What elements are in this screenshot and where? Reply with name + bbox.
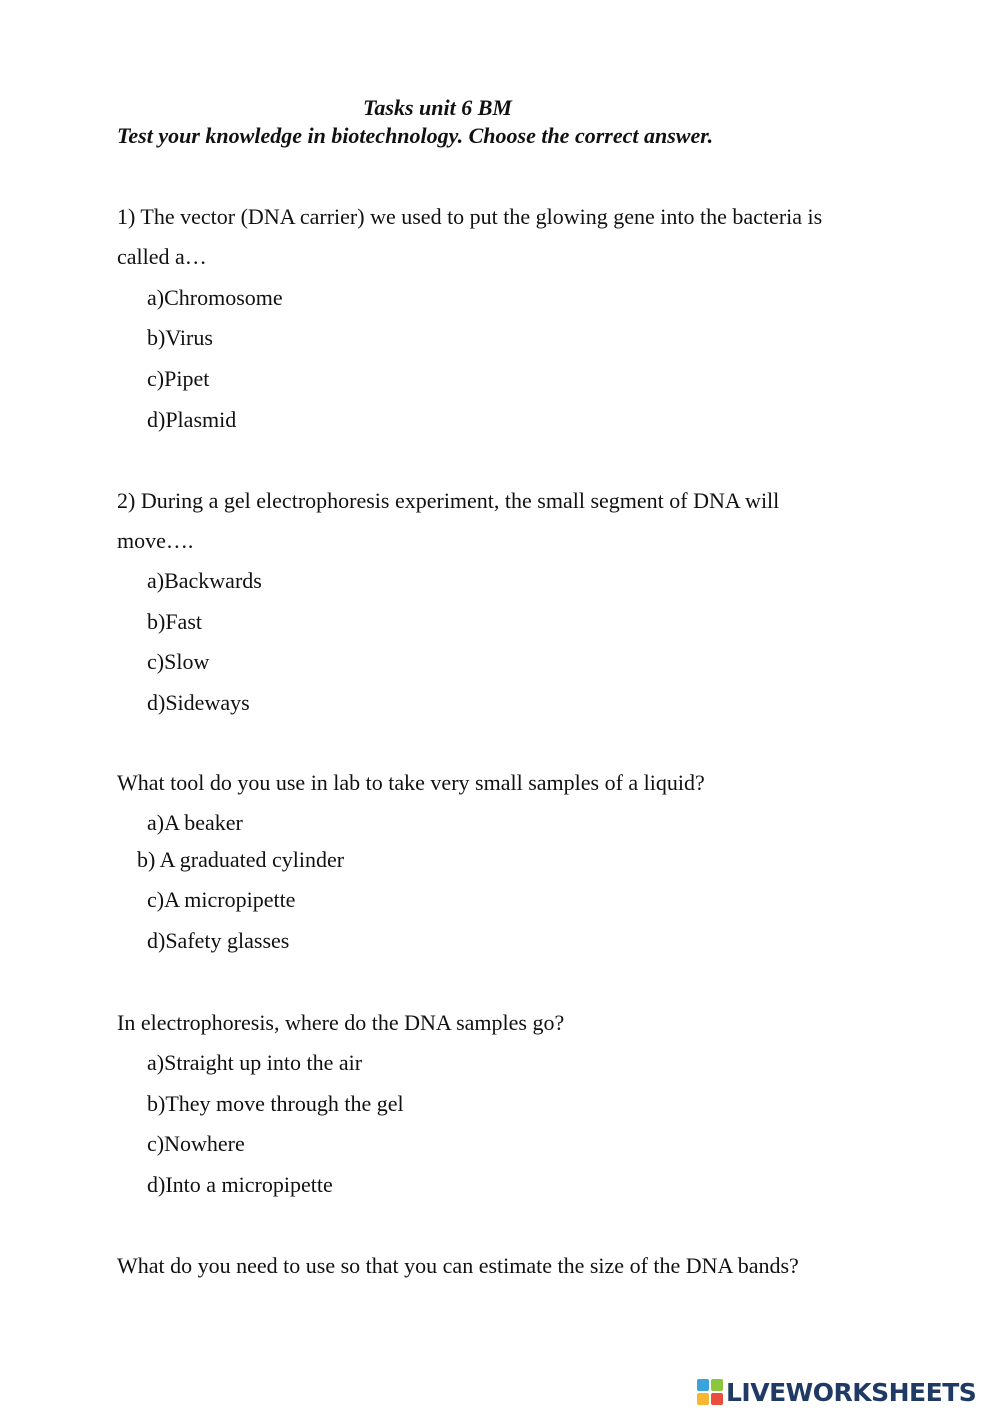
question-2-option-d: d)Sideways — [147, 690, 250, 715]
liveworksheets-logo — [697, 1375, 976, 1409]
question-1-option-d: d)Plasmid — [147, 407, 237, 432]
question-2-option-b: b)Fast — [147, 609, 202, 634]
question-2-option-a: a)Backwards — [147, 568, 262, 593]
question-4-option-c: c)Nowhere — [147, 1131, 245, 1156]
question-3-option-b: b) A graduated cylinder — [137, 847, 345, 872]
page-instructions: Test your knowledge in biotechnology. Choose the correct answer. — [117, 123, 714, 148]
question-3-text: What tool do you use in lab to take very small samples of a liquid? — [117, 770, 705, 795]
question-4-option-b: b)They move through the gel — [147, 1091, 404, 1116]
brand-name: LIVEWORKSHEETS — [726, 1377, 977, 1407]
question-3-option-d: d)Safety glasses — [147, 928, 290, 953]
question-4-option-a: a)Straight up into the air — [147, 1050, 363, 1075]
question-1-text-cont: called a… — [117, 244, 207, 269]
question-5-text: What do you need to use so that you can estimate the size of the DNA bands? — [117, 1253, 799, 1278]
question-2-option-c: c)Slow — [147, 649, 210, 674]
page-title: Tasks unit 6 BM — [363, 95, 512, 120]
question-3-option-c: c)A micropipette — [147, 887, 296, 912]
question-2-text: 2) During a gel electrophoresis experiment, the small segment of DNA will — [117, 488, 780, 513]
question-1-option-a: a)Chromosome — [147, 285, 283, 310]
question-1-option-c: c)Pipet — [147, 366, 210, 391]
liveworksheets-logo-icon — [697, 1379, 724, 1406]
question-4-option-d: d)Into a micropipette — [147, 1172, 333, 1197]
question-4-text: In electrophoresis, where do the DNA samples go? — [117, 1010, 565, 1035]
question-2-text-cont: move…. — [117, 528, 194, 553]
question-3-option-a: a)A beaker — [147, 810, 243, 835]
question-1-text: 1) The vector (DNA carrier) we used to put the glowing gene into the bacteria is — [117, 204, 823, 229]
question-1-option-b: b)Virus — [147, 325, 213, 350]
